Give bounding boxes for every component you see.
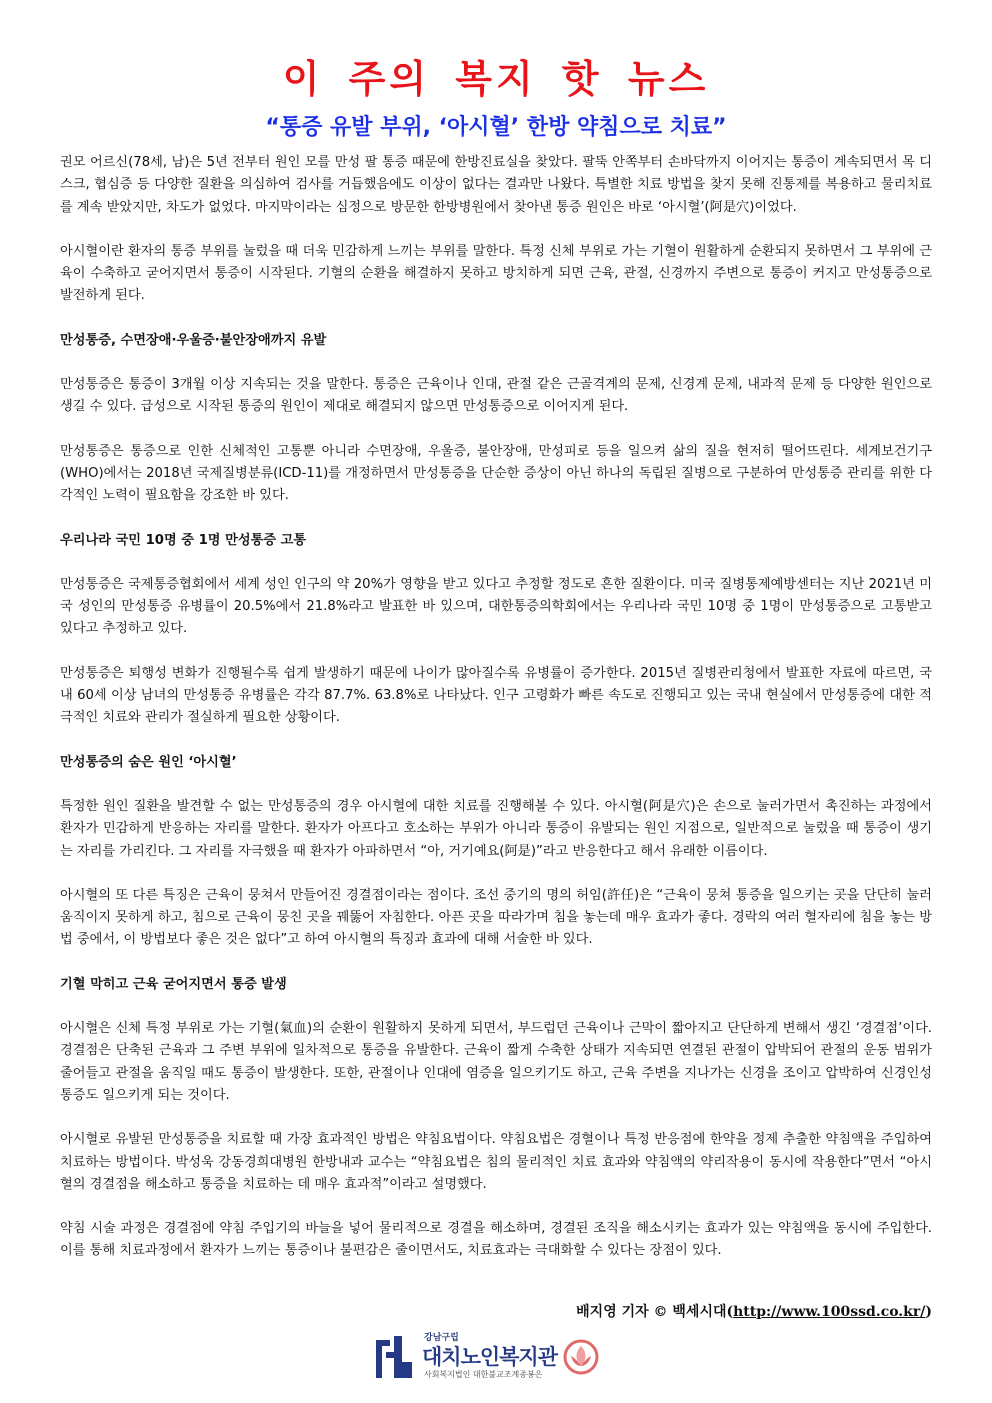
paragraph-10: 아시혈로 유발된 만성통증을 치료할 때 가장 효과적인 방법은 약침요법이다. 약침요법은 경혈이나 특정 반응점에 한약을 정제 추출한 약침액을 주입하여 치료하는 방법이다. 박성욱 강동경희대병원 한방내과 교수는 “약침요법은 침의 물리적인 치료 효과와 약침액의 약리작용이 동시에 작용한다”면서 “아시혈의 경결점을 해소하고 통증을 치료하는 데 매우 효과적”이라고 설명했다. bbox=[60, 1132, 932, 1192]
credit-close: ) bbox=[925, 1304, 932, 1320]
logo-subtext: 사회복지법인 대한불교조계종봉은 bbox=[424, 1370, 543, 1379]
paragraph-9: 아시혈은 신체 특정 부위로 가는 기혈(氣血)의 순환이 원활하지 못하게 되면서, 부드럽던 근육이나 근막이 짧아지고 단단하게 변해서 생긴 ‘경결점’이다. 경결점은 단축된 근육과 그 주변 부위에 일차적으로 통증을 유발한다. 근육이 짧게 수축한 상태가 지속되면 연결된 관절이 압박되어 관절의 운동 범위가 줄어들고 관절을 움직일 때도 통증이 발생한다. 또한, 관절이나 인대에 염증을 일으키기도 하고, 근육 주변을 지나가는 신경을 조이고 압박하여 신경인성 통증도 일으키게 되는 것이다. bbox=[60, 1021, 932, 1103]
section-heading-3: 만성통증의 숨은 원인 ‘아시혈’ bbox=[60, 754, 237, 770]
section-heading-2: 우리나라 국민 10명 중 1명 만성통증 고통 bbox=[60, 532, 307, 548]
section-heading-4: 기혈 막히고 근육 굳어지면서 통증 발생 bbox=[60, 976, 287, 992]
paragraph-6: 만성통증은 퇴행성 변화가 진행될수록 쉽게 발생하기 때문에 나이가 많아질수록 유병률이 증가한다. 2015년 질병관리청에서 발표한 자료에 따르면, 국내 60세 이상 남녀의 만성통증 유병률은 각각 87.7%. 63.8%로 나타났다. 인구 고령화가 빠른 속도로 진행되고 있는 국내 현실에서 만성통증에 대한 적극적인 치료와 관리가 절실하게 필요한 상황이다. bbox=[60, 665, 932, 726]
byline-credit bbox=[576, 1301, 932, 1321]
paragraph-3: 만성통증은 통증이 3개월 이상 지속되는 것을 말한다. 통증은 근육이나 인대, 관절 같은 근골격계의 문제, 신경계 문제, 내과적 문제 등 다양한 원인으로 생길 수 있다. 급성으로 시작된 통증의 원인이 제대로 해결되지 않으면 만성통증으로 이어지게 된다. bbox=[60, 377, 932, 415]
article-headline: “통증 유발 부위, ‘아시혈’ 한방 약침으로 치료” bbox=[265, 115, 727, 140]
organization-logo bbox=[372, 1330, 612, 1386]
logo-mark-icon bbox=[372, 1332, 416, 1382]
source-link[interactable]: http://www.100ssd.co.kr/ bbox=[733, 1304, 926, 1320]
paragraph-4: 만성통증은 통증으로 인한 신체적인 고통뿐 아니라 수면장애, 우울증, 불안장애, 만성피로 등을 일으켜 삶의 질을 현저히 떨어뜨린다. 세계보건기구(WHO)에서는 2018년 국제질병분류(ICD-11)를 개정하면서 만성통증을 단순한 증상이 아닌 하나의 독립된 질병으로 구분하여 만성통증 관리를 위한 다각적인 노력이 필요함을 강조한 바 있다. bbox=[60, 443, 932, 504]
logo-small-text: 강남구립 bbox=[424, 1333, 459, 1343]
paragraph-8: 아시혈의 또 다른 특징은 근육이 뭉쳐서 만들어진 경결점이라는 점이다. 조선 중기의 명의 허임(許任)은 “근육이 뭉쳐 통증을 일으키는 곳을 단단히 눌러 움직이지 못하게 하고, 침으로 근육이 뭉친 곳을 꿰뚫어 자침한다. 아픈 곳을 따라가며 침을 놓는데 매우 효과가 좋다. 경락의 여러 혈자리에 침을 놓는 방법 중에서, 이 방법보다 좋은 것은 없다”고 하여 아시혈의 특징과 효과에 대해 서술한 바 있다. bbox=[60, 887, 932, 948]
paragraph-11: 약침 시술 과정은 경결점에 약침 주입기의 바늘을 넣어 물리적으로 경결을 해소하며, 경결된 조직을 해소시키는 효과가 있는 약침액을 동시에 주입한다. 이를 통해 치료과정에서 환자가 느끼는 통증이나 불편감은 줄이면서도, 치료효과는 극대화할 수 있다는 장점이 있다. bbox=[60, 1221, 932, 1259]
article-body bbox=[60, 152, 932, 1285]
section-heading-1: 만성통증, 수면장애·우울증·불안장애까지 유발 bbox=[60, 332, 327, 348]
credit-text: 배지영 기자 © 백세시대( bbox=[576, 1304, 734, 1320]
paragraph-2: 아시혈이란 환자의 통증 부위를 눌렀을 때 더욱 민감하게 느끼는 부위를 말한다. 특정 신체 부위로 가는 기혈이 원활하게 순환되지 못하면서 그 부위에 근육이 수축하고 굳어지면서 통증이 시작된다. 기혈의 순환을 해결하지 못하고 방치하게 되면 근육, 관절, 신경까지 주변으로 통증이 커지고 만성통증으로 발전하게 된다. bbox=[60, 243, 932, 304]
paragraph-1: 권모 어르신(78세, 남)은 5년 전부터 원인 모를 만성 팔 통증 때문에 한방진료실을 찾았다. 팔뚝 안쪽부터 손바닥까지 이어지는 통증이 계속되면서 목 디스크, 협심증 등 다양한 질환을 의심하여 검사를 거듭했음에도 이상이 없다는 결과만 나왔다. 특별한 치료 방법을 찾지 못해 진통제를 복용하고 물리치료를 계속 받았지만, 차도가 없었다. 마지막이라는 심정으로 방문한 한방병원에서 찾아낸 통증 원인은 바로 ‘아시혈’(阿是穴)이었다. bbox=[60, 155, 932, 215]
page-title: 이 주의 복지 핫 뉴스 bbox=[282, 57, 710, 101]
paragraph-7: 특정한 원인 질환을 발견할 수 없는 만성통증의 경우 아시혈에 대한 치료를 진행해볼 수 있다. 아시혈(阿是穴)은 손으로 눌러가면서 촉진하는 과정에서 환자가 민감하게 반응하는 자리를 말한다. 환자가 아프다고 호소하는 부위가 아니라 통증이 유발되는 원인 지점으로, 일반적으로 눌렀을 때 통증이 생기는 자리를 가리킨다. 그 자리를 자극했을 때 환자가 아파하면서 “아, 거기예요(阿是)”라고 반응한다고 해서 유래한 이름이다. bbox=[60, 798, 932, 859]
lotus-emblem-icon bbox=[562, 1338, 600, 1376]
paragraph-5: 만성통증은 국제통증협회에서 세계 성인 인구의 약 20%가 영향을 받고 있다고 추정할 정도로 흔한 질환이다. 미국 질병통제예방센터는 지난 2021년 미국 성인의 만성통증 유병률이 20.5%에서 21.8%라고 발표한 바 있으며, 대한통증의학회에서는 우리나라 국민 10명 중 1명이 만성통증으로 고통받고 있다고 추정하고 있다. bbox=[60, 576, 932, 637]
logo-name: 대치노인복지관 bbox=[422, 1345, 558, 1369]
